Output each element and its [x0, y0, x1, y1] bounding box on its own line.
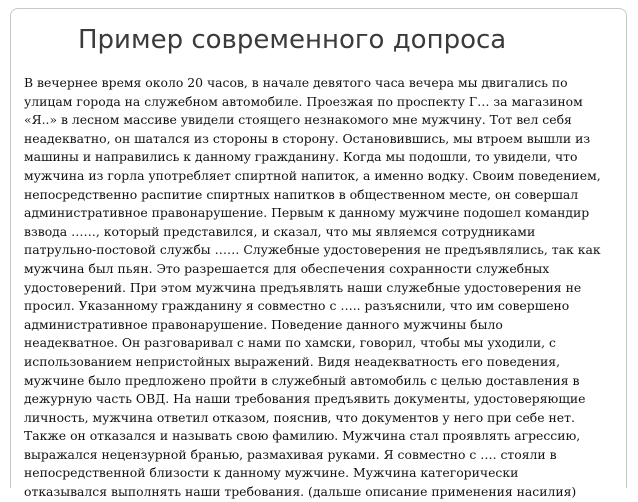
body-line: «Я..» в лесном массиве увидели стоящего незнакомого мне мужчину. Тот вел себя — [24, 112, 572, 128]
body-line: улицам города на служебном автомобиле. Проезжая по проспекту Г… за магазином — [24, 93, 583, 109]
body-line: патрульно-постовой службы …… Служебные удостоверения не предъявлялись, так как — [24, 242, 601, 258]
body-line: выражался нецензурной бранью, размахивая руками. Я совместно с …. стояли в — [24, 446, 557, 462]
body-line: неадекватное. Он разговаривал с нами по хамски, говорил, чтобы мы уходили, с — [24, 335, 556, 351]
body-line: неадекватно, он шатался из стороны в сторону. Остановившись, мы втроем вышли из — [24, 130, 591, 146]
body-line: непосредственно распитие спиртных напитков в общественном месте, он совершал — [24, 186, 579, 202]
body-line: административное правонарушение. Первым к данному мужчине подошел командир — [24, 205, 590, 221]
body-line: личность, мужчина ответил отказом, пояснив, что документов у него при себе нет. — [24, 409, 575, 425]
body-line: Также он отказался и называть свою фамилию. Мужчина стал проявлять агрессию, — [24, 428, 581, 444]
body-line: взвода ……, который представился, и сказал, что мы являемся сотрудниками — [24, 223, 536, 239]
slide-body — [24, 74, 624, 502]
body-line: мужчине было предложено пройти в служебный автомобиль с целью доставления в — [24, 372, 580, 388]
body-line: машины и направились к данному гражданину. Когда мы подошли, то увидели, что — [24, 149, 578, 165]
body-line: мужчина был пьян. Это разрешается для обеспечения сохранности служебных — [24, 260, 550, 276]
body-line: непосредственной близости к данному мужчине. Мужчина категорически — [24, 465, 519, 481]
body-line: отказывался выполнять наши требования. (дальше описание применения насилия) — [24, 484, 577, 500]
body-line: удостоверений. При этом мужчина предъявлять наши служебные удостоверения не — [24, 279, 582, 295]
body-line: мужчина из горла употребляет спиртной напиток, а именно водку. Своим поведением, — [24, 167, 601, 183]
body-line: использованием непристойных выражений. Видя неадекватность его поведения, — [24, 353, 561, 369]
body-line: просил. Указанному гражданину я совместно с ….. разъяснили, что им совершено — [24, 298, 570, 314]
body-line: административное правонарушение. Поведение данного мужчины было — [24, 316, 503, 332]
body-line: В вечернее время около 20 часов, в начале девятого часа вечера мы двигались по — [24, 75, 568, 90]
body-line: дежурную часть ОВД. На наши требования предъявить документы, удостоверяющие — [24, 391, 586, 407]
slide-title: Пример современного допроса — [78, 25, 507, 55]
